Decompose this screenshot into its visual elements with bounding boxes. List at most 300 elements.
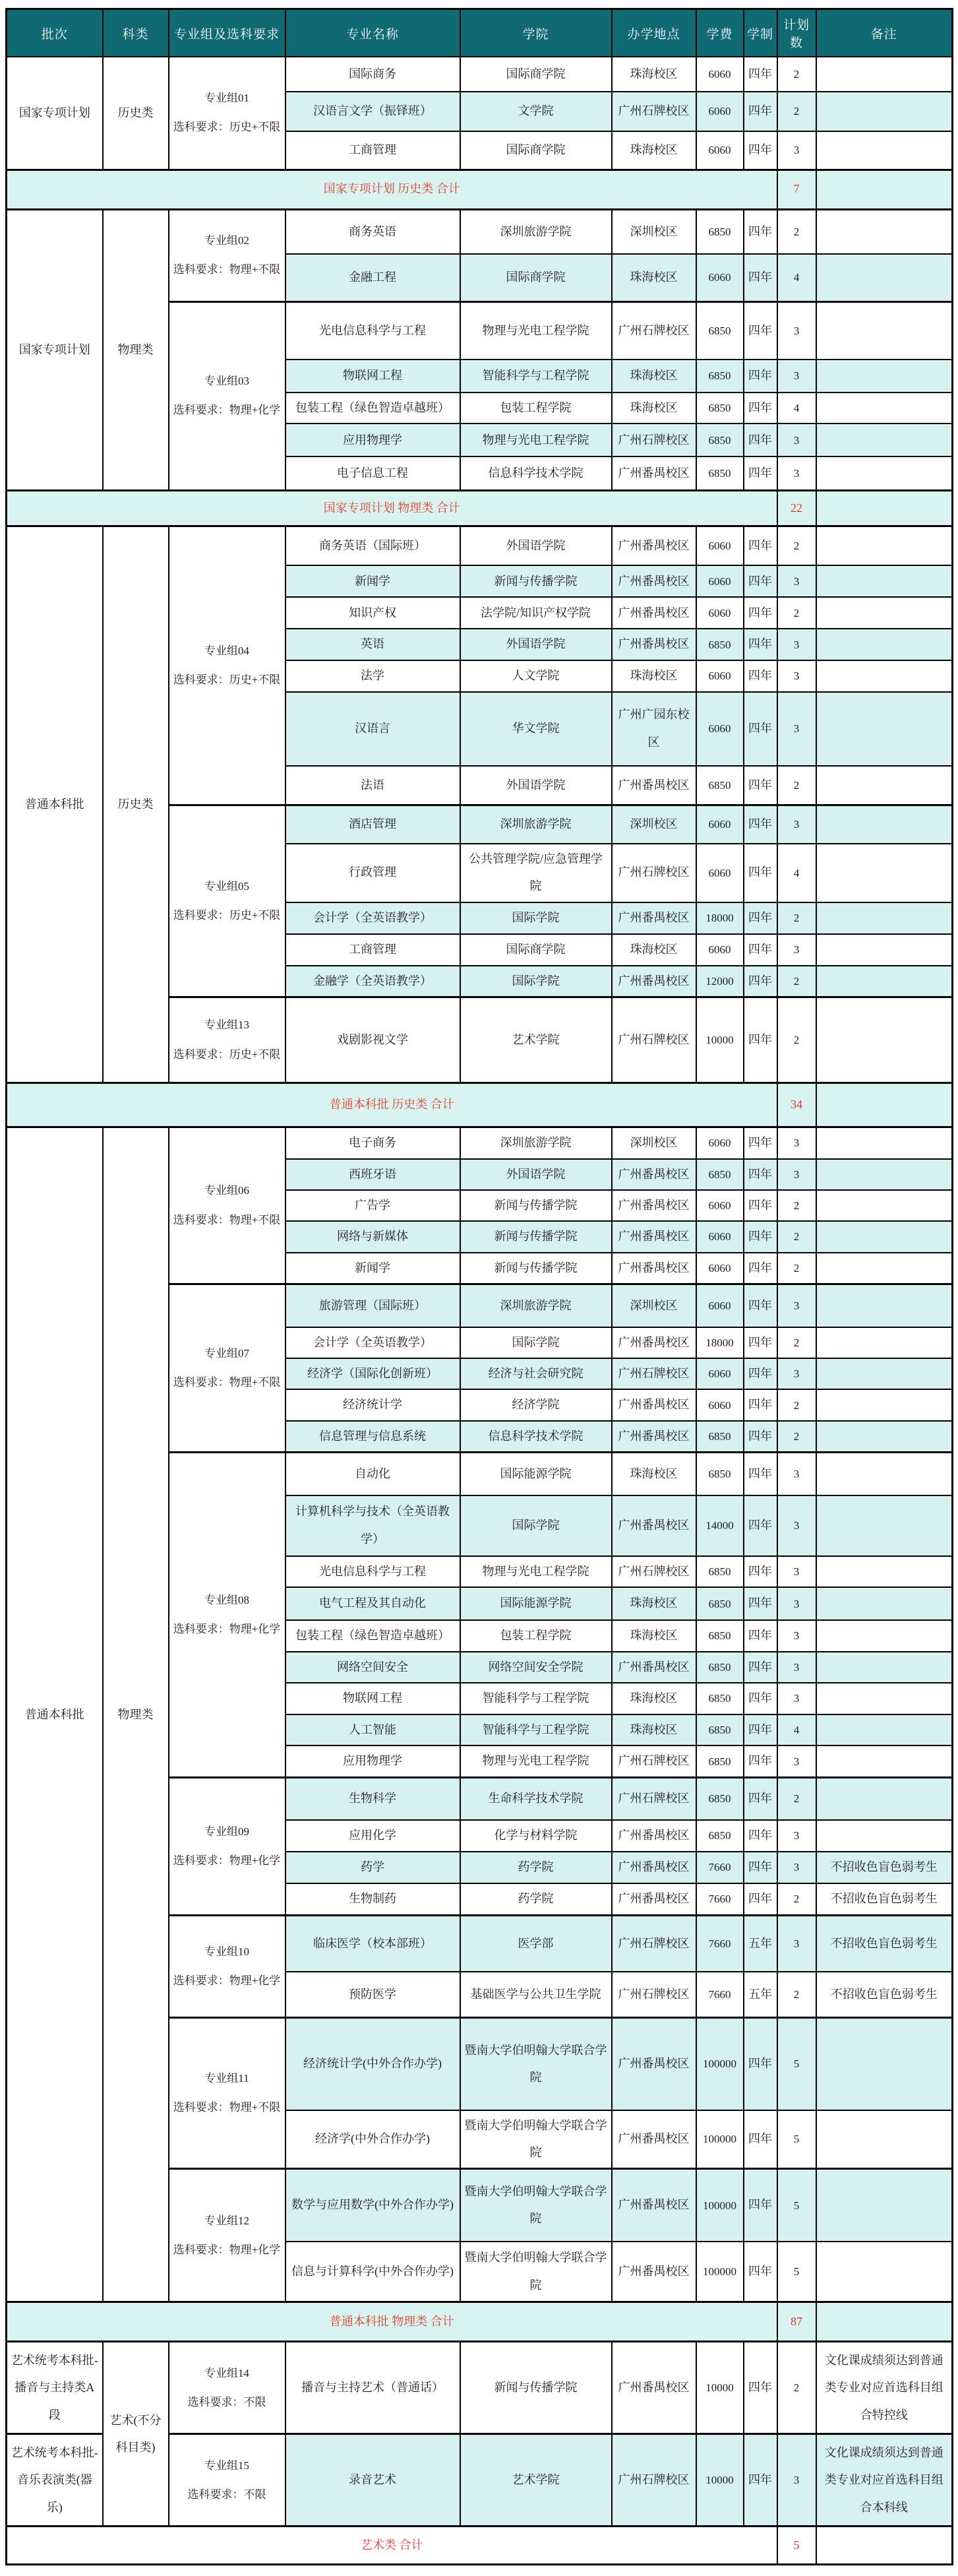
header-note: 备注 bbox=[816, 9, 953, 57]
cell-count: 2 bbox=[777, 1221, 816, 1252]
summary-total: 22 bbox=[777, 490, 816, 526]
cell-major: 应用物理学 bbox=[285, 424, 460, 456]
cell-campus: 深圳校区 bbox=[612, 209, 696, 254]
cell-duration: 四年 bbox=[744, 1820, 777, 1851]
cell-campus: 广州番禺校区 bbox=[612, 2110, 696, 2169]
cell-note: 不招收色盲色弱考生 bbox=[816, 1916, 953, 1972]
cell-batch: 国家专项计划 bbox=[7, 57, 103, 170]
cell-tuition: 6850 bbox=[696, 1714, 744, 1745]
cell-tuition: 6850 bbox=[696, 1777, 744, 1820]
cell-tuition: 6060 bbox=[696, 1389, 744, 1420]
summary-total: 5 bbox=[777, 2527, 816, 2565]
summary-row bbox=[7, 2302, 953, 2342]
cell-college: 新闻与传播学院 bbox=[460, 1253, 612, 1284]
cell-group-requirement bbox=[169, 209, 285, 301]
cell-duration: 四年 bbox=[744, 902, 777, 934]
summary-row bbox=[7, 170, 953, 209]
cell-campus: 广州番禺校区 bbox=[612, 2018, 696, 2110]
cell-major: 光电信息科学与工程 bbox=[285, 1556, 460, 1587]
cell-count: 3 bbox=[777, 456, 816, 490]
cell-college: 网络空间安全学院 bbox=[460, 1652, 612, 1683]
header-row bbox=[7, 9, 953, 57]
group-subject-requirement: 选科要求：物理+化学 bbox=[173, 1854, 281, 1867]
cell-campus: 珠海校区 bbox=[612, 254, 696, 301]
cell-major: 录音艺术 bbox=[285, 2434, 460, 2527]
cell-count: 2 bbox=[777, 997, 816, 1083]
cell-duration: 四年 bbox=[744, 1389, 777, 1420]
cell-duration: 四年 bbox=[744, 2342, 777, 2434]
cell-tuition: 6060 bbox=[696, 692, 744, 766]
cell-college: 国际商学院 bbox=[460, 57, 612, 92]
cell-major: 商务英语（国际班） bbox=[285, 526, 460, 565]
cell-note bbox=[816, 2169, 953, 2242]
cell-major: 计算机科学与技术（全英语教学） bbox=[285, 1495, 460, 1556]
summary-label: 艺术类 合计 bbox=[7, 2527, 777, 2565]
cell-college: 人文学院 bbox=[460, 660, 612, 692]
cell-college: 药学院 bbox=[460, 1852, 612, 1883]
cell-tuition: 6060 bbox=[696, 526, 744, 565]
cell-tuition: 6060 bbox=[696, 934, 744, 966]
cell-tuition: 100000 bbox=[696, 2018, 744, 2110]
cell-tuition: 6850 bbox=[696, 360, 744, 393]
cell-tuition: 6850 bbox=[696, 1652, 744, 1683]
cell-note bbox=[816, 1127, 953, 1159]
cell-college: 新闻与传播学院 bbox=[460, 1221, 612, 1252]
cell-campus: 珠海校区 bbox=[612, 57, 696, 92]
cell-note bbox=[816, 57, 953, 92]
cell-note bbox=[816, 209, 953, 254]
cell-campus: 广州广园东校区 bbox=[612, 692, 696, 766]
cell-college: 基础医学与公共卫生学院 bbox=[460, 1972, 612, 2018]
cell-tuition: 6060 bbox=[696, 565, 744, 597]
cell-tuition: 6850 bbox=[696, 1453, 744, 1495]
cell-college: 深圳旅游学院 bbox=[460, 1127, 612, 1159]
summary-label: 国家专项计划 物理类 合计 bbox=[7, 490, 777, 526]
cell-college: 国际学院 bbox=[460, 1495, 612, 1556]
cell-duration: 四年 bbox=[744, 424, 777, 456]
cell-campus: 珠海校区 bbox=[612, 1714, 696, 1745]
cell-campus: 广州石牌校区 bbox=[612, 2434, 696, 2527]
header-duration: 学制 bbox=[744, 9, 777, 57]
cell-count: 2 bbox=[777, 966, 816, 997]
cell-campus: 珠海校区 bbox=[612, 1587, 696, 1620]
cell-campus: 珠海校区 bbox=[612, 393, 696, 424]
cell-note bbox=[816, 1284, 953, 1327]
cell-count: 2 bbox=[777, 526, 816, 565]
cell-college: 艺术学院 bbox=[460, 2434, 612, 2527]
cell-campus: 广州番禺校区 bbox=[612, 597, 696, 629]
cell-count: 2 bbox=[777, 92, 816, 131]
cell-duration: 四年 bbox=[744, 1421, 777, 1453]
group-subject-requirement: 选科要求：不限 bbox=[187, 2488, 266, 2501]
cell-duration: 四年 bbox=[744, 1358, 777, 1389]
cell-college: 国际商学院 bbox=[460, 934, 612, 966]
cell-major: 金融学（全英语教学） bbox=[285, 966, 460, 997]
cell-major: 应用物理学 bbox=[285, 1745, 460, 1777]
cell-duration: 四年 bbox=[744, 360, 777, 393]
cell-note bbox=[816, 660, 953, 692]
cell-count: 2 bbox=[777, 902, 816, 934]
cell-note bbox=[816, 1327, 953, 1358]
cell-campus: 深圳校区 bbox=[612, 805, 696, 844]
cell-note: 不招收色盲色弱考生 bbox=[816, 1972, 953, 2018]
summary-label: 普通本科批 历史类 合计 bbox=[7, 1083, 777, 1127]
cell-major: 国际商务 bbox=[285, 57, 460, 92]
cell-campus: 广州石牌校区 bbox=[612, 1777, 696, 1820]
cell-count: 2 bbox=[777, 597, 816, 629]
cell-count: 3 bbox=[777, 360, 816, 393]
cell-group-requirement bbox=[169, 1284, 285, 1453]
cell-campus: 广州番禺校区 bbox=[612, 1820, 696, 1851]
cell-major: 汉语言 bbox=[285, 692, 460, 766]
cell-college: 艺术学院 bbox=[460, 997, 612, 1083]
cell-campus: 广州番禺校区 bbox=[612, 2242, 696, 2302]
group-name: 专业组05 bbox=[204, 879, 249, 893]
cell-tuition: 6060 bbox=[696, 131, 744, 170]
cell-campus: 珠海校区 bbox=[612, 1620, 696, 1651]
cell-note bbox=[816, 1777, 953, 1820]
cell-duration: 四年 bbox=[744, 2434, 777, 2527]
summary-total: 87 bbox=[777, 2302, 816, 2342]
summary-note-cell bbox=[816, 2527, 953, 2565]
cell-major: 药学 bbox=[285, 1852, 460, 1883]
cell-duration: 四年 bbox=[744, 1852, 777, 1883]
group-subject-requirement: 选科要求：历史+不限 bbox=[173, 674, 281, 687]
cell-major: 汉语言文学（振铎班） bbox=[285, 92, 460, 131]
cell-count: 2 bbox=[777, 1972, 816, 2018]
cell-count: 3 bbox=[777, 1495, 816, 1556]
group-name: 专业组02 bbox=[204, 234, 249, 247]
group-subject-requirement: 选科要求：不限 bbox=[187, 2395, 266, 2408]
cell-duration: 四年 bbox=[744, 1652, 777, 1683]
group-subject-requirement: 选科要求：物理+不限 bbox=[173, 2101, 281, 2114]
cell-duration: 四年 bbox=[744, 2242, 777, 2302]
cell-tuition: 6850 bbox=[696, 1820, 744, 1851]
cell-note bbox=[816, 1620, 953, 1651]
cell-note bbox=[816, 1221, 953, 1252]
cell-major: 网络与新媒体 bbox=[285, 1221, 460, 1252]
cell-major: 新闻学 bbox=[285, 565, 460, 597]
cell-note bbox=[816, 966, 953, 997]
cell-count: 2 bbox=[777, 1253, 816, 1284]
cell-duration: 四年 bbox=[744, 209, 777, 254]
cell-campus: 珠海校区 bbox=[612, 660, 696, 692]
cell-major: 金融工程 bbox=[285, 254, 460, 301]
cell-campus: 广州番禺校区 bbox=[612, 2169, 696, 2242]
cell-count: 3 bbox=[777, 1745, 816, 1777]
cell-college: 新闻与传播学院 bbox=[460, 565, 612, 597]
group-subject-requirement: 选科要求：历史+不限 bbox=[173, 1048, 281, 1061]
cell-duration: 四年 bbox=[744, 1495, 777, 1556]
cell-college: 信息科学技术学院 bbox=[460, 1421, 612, 1453]
cell-duration: 四年 bbox=[744, 456, 777, 490]
summary-total: 34 bbox=[777, 1083, 816, 1127]
cell-note bbox=[816, 1453, 953, 1495]
cell-major: 光电信息科学与工程 bbox=[285, 301, 460, 360]
cell-count: 3 bbox=[777, 1358, 816, 1389]
cell-major: 应用化学 bbox=[285, 1820, 460, 1851]
cell-duration: 四年 bbox=[744, 92, 777, 131]
cell-major: 物联网工程 bbox=[285, 360, 460, 393]
cell-group-requirement bbox=[169, 2018, 285, 2169]
cell-count: 3 bbox=[777, 1820, 816, 1851]
summary-note-cell bbox=[816, 490, 953, 526]
cell-note bbox=[816, 565, 953, 597]
cell-duration: 四年 bbox=[744, 254, 777, 301]
group-name: 专业组12 bbox=[204, 2214, 249, 2227]
cell-campus: 广州石牌校区 bbox=[612, 1916, 696, 1972]
cell-tuition: 6060 bbox=[696, 660, 744, 692]
cell-major: 商务英语 bbox=[285, 209, 460, 254]
cell-count: 4 bbox=[777, 1714, 816, 1745]
cell-campus: 珠海校区 bbox=[612, 1453, 696, 1495]
cell-tuition: 10000 bbox=[696, 2434, 744, 2527]
cell-count: 3 bbox=[777, 1852, 816, 1883]
cell-college: 华文学院 bbox=[460, 692, 612, 766]
cell-tuition: 6060 bbox=[696, 92, 744, 131]
cell-major: 工商管理 bbox=[285, 934, 460, 966]
cell-major: 法语 bbox=[285, 766, 460, 805]
cell-college: 国际能源学院 bbox=[460, 1453, 612, 1495]
cell-note bbox=[816, 902, 953, 934]
cell-group-requirement bbox=[169, 1777, 285, 1915]
cell-note bbox=[816, 1495, 953, 1556]
cell-count: 2 bbox=[777, 1777, 816, 1820]
cell-note bbox=[816, 1421, 953, 1453]
cell-college: 包装工程学院 bbox=[460, 1620, 612, 1651]
cell-campus: 广州番禺校区 bbox=[612, 1883, 696, 1916]
cell-campus: 珠海校区 bbox=[612, 934, 696, 966]
cell-campus: 广州番禺校区 bbox=[612, 1190, 696, 1221]
cell-note bbox=[816, 254, 953, 301]
cell-duration: 四年 bbox=[744, 692, 777, 766]
cell-campus: 珠海校区 bbox=[612, 360, 696, 393]
cell-note bbox=[816, 1358, 953, 1389]
summary-note-cell bbox=[816, 170, 953, 209]
cell-college: 生命科学技术学院 bbox=[460, 1777, 612, 1820]
cell-group-requirement bbox=[169, 2342, 285, 2434]
cell-tuition: 18000 bbox=[696, 1327, 744, 1358]
cell-tuition: 6060 bbox=[696, 805, 744, 844]
cell-campus: 广州番禺校区 bbox=[612, 565, 696, 597]
summary-note-cell bbox=[816, 2302, 953, 2342]
cell-note bbox=[816, 692, 953, 766]
cell-duration: 四年 bbox=[744, 2169, 777, 2242]
cell-major: 西班牙语 bbox=[285, 1159, 460, 1190]
group-subject-requirement: 选科要求：物理+化学 bbox=[173, 404, 281, 417]
cell-campus: 深圳校区 bbox=[612, 1127, 696, 1159]
cell-count: 3 bbox=[777, 1652, 816, 1683]
cell-tuition: 7660 bbox=[696, 1972, 744, 2018]
cell-college: 国际能源学院 bbox=[460, 1587, 612, 1620]
cell-note bbox=[816, 92, 953, 131]
cell-note bbox=[816, 1587, 953, 1620]
group-name: 专业组13 bbox=[204, 1019, 249, 1032]
cell-campus: 广州石牌校区 bbox=[612, 1972, 696, 2018]
cell-college: 物理与光电工程学院 bbox=[460, 1745, 612, 1777]
cell-college: 国际学院 bbox=[460, 966, 612, 997]
cell-campus: 广州番禺校区 bbox=[612, 1495, 696, 1556]
cell-tuition: 6850 bbox=[696, 1587, 744, 1620]
cell-college: 暨南大学伯明翰大学联合学院 bbox=[460, 2018, 612, 2110]
cell-batch: 普通本科批 bbox=[7, 1127, 103, 2302]
cell-duration: 四年 bbox=[744, 2110, 777, 2169]
cell-campus: 广州石牌校区 bbox=[612, 1556, 696, 1587]
cell-college: 公共管理学院/应急管理学院 bbox=[460, 844, 612, 902]
cell-tuition: 100000 bbox=[696, 2169, 744, 2242]
cell-college: 暨南大学伯明翰大学联合学院 bbox=[460, 2169, 612, 2242]
cell-duration: 四年 bbox=[744, 844, 777, 902]
cell-major: 信息管理与信息系统 bbox=[285, 1421, 460, 1453]
cell-college: 国际学院 bbox=[460, 1327, 612, 1358]
cell-count: 2 bbox=[777, 1421, 816, 1453]
cell-note bbox=[816, 1745, 953, 1777]
cell-count: 4 bbox=[777, 393, 816, 424]
cell-count: 3 bbox=[777, 934, 816, 966]
cell-tuition: 6850 bbox=[696, 1421, 744, 1453]
cell-tuition: 100000 bbox=[696, 2242, 744, 2302]
group-subject-requirement: 选科要求：历史+不限 bbox=[173, 909, 281, 922]
cell-group-requirement bbox=[169, 997, 285, 1083]
cell-duration: 四年 bbox=[744, 629, 777, 660]
cell-duration: 四年 bbox=[744, 1587, 777, 1620]
cell-campus: 广州石牌校区 bbox=[612, 424, 696, 456]
cell-count: 5 bbox=[777, 2018, 816, 2110]
cell-count: 3 bbox=[777, 301, 816, 360]
cell-tuition: 7660 bbox=[696, 1852, 744, 1883]
admission-plan-table bbox=[5, 8, 953, 2565]
cell-college: 经济与社会研究院 bbox=[460, 1358, 612, 1389]
cell-duration: 四年 bbox=[744, 966, 777, 997]
cell-college: 深圳旅游学院 bbox=[460, 209, 612, 254]
cell-note: 不招收色盲色弱考生 bbox=[816, 1852, 953, 1883]
cell-duration: 四年 bbox=[744, 1327, 777, 1358]
cell-campus: 珠海校区 bbox=[612, 131, 696, 170]
cell-batch: 艺术统考本科批-播音与主持类A段 bbox=[7, 2342, 103, 2434]
table-row bbox=[7, 209, 953, 254]
cell-category: 历史类 bbox=[103, 57, 169, 170]
cell-major: 包装工程（绿色智造卓越班） bbox=[285, 393, 460, 424]
cell-count: 3 bbox=[777, 660, 816, 692]
cell-tuition: 6060 bbox=[696, 1253, 744, 1284]
cell-tuition: 18000 bbox=[696, 902, 744, 934]
cell-batch: 普通本科批 bbox=[7, 526, 103, 1083]
cell-major: 数学与应用数学(中外合作办学) bbox=[285, 2169, 460, 2242]
cell-major: 旅游管理（国际班） bbox=[285, 1284, 460, 1327]
cell-tuition: 6060 bbox=[696, 1127, 744, 1159]
cell-tuition: 6060 bbox=[696, 844, 744, 902]
cell-duration: 四年 bbox=[744, 1745, 777, 1777]
cell-batch: 艺术统考本科批-音乐表演类(器乐) bbox=[7, 2434, 103, 2527]
cell-count: 3 bbox=[777, 131, 816, 170]
cell-duration: 四年 bbox=[744, 565, 777, 597]
cell-group-requirement bbox=[169, 2169, 285, 2302]
cell-college: 暨南大学伯明翰大学联合学院 bbox=[460, 2242, 612, 2302]
cell-duration: 四年 bbox=[744, 2018, 777, 2110]
cell-tuition: 7660 bbox=[696, 1883, 744, 1916]
cell-duration: 四年 bbox=[744, 934, 777, 966]
group-name: 专业组14 bbox=[204, 2366, 249, 2379]
cell-major: 预防医学 bbox=[285, 1972, 460, 2018]
cell-tuition: 14000 bbox=[696, 1495, 744, 1556]
cell-college: 外国语学院 bbox=[460, 629, 612, 660]
cell-count: 2 bbox=[777, 1327, 816, 1358]
cell-count: 3 bbox=[777, 1620, 816, 1651]
cell-tuition: 6850 bbox=[696, 1745, 744, 1777]
cell-duration: 四年 bbox=[744, 131, 777, 170]
cell-note bbox=[816, 360, 953, 393]
cell-campus: 广州番禺校区 bbox=[612, 1327, 696, 1358]
cell-note bbox=[816, 1253, 953, 1284]
cell-college: 暨南大学伯明翰大学联合学院 bbox=[460, 2110, 612, 2169]
cell-campus: 深圳校区 bbox=[612, 1284, 696, 1327]
cell-note bbox=[816, 766, 953, 805]
cell-tuition: 6060 bbox=[696, 1358, 744, 1389]
group-subject-requirement: 选科要求：物理+不限 bbox=[173, 1376, 281, 1389]
cell-college: 物理与光电工程学院 bbox=[460, 301, 612, 360]
header-college: 学院 bbox=[460, 9, 612, 57]
group-subject-requirement: 选科要求：物理+不限 bbox=[173, 1213, 281, 1226]
group-name: 专业组03 bbox=[204, 375, 249, 387]
group-name: 专业组15 bbox=[204, 2459, 249, 2472]
cell-count: 3 bbox=[777, 1453, 816, 1495]
cell-major: 电子信息工程 bbox=[285, 456, 460, 490]
cell-college: 外国语学院 bbox=[460, 1159, 612, 1190]
cell-campus: 广州番禺校区 bbox=[612, 2342, 696, 2434]
cell-duration: 四年 bbox=[744, 805, 777, 844]
cell-count: 2 bbox=[777, 57, 816, 92]
cell-duration: 四年 bbox=[744, 1683, 777, 1714]
cell-duration: 四年 bbox=[744, 1221, 777, 1252]
cell-note bbox=[816, 393, 953, 424]
cell-campus: 广州石牌校区 bbox=[612, 997, 696, 1083]
cell-major: 知识产权 bbox=[285, 597, 460, 629]
cell-note bbox=[816, 934, 953, 966]
cell-duration: 四年 bbox=[744, 526, 777, 565]
cell-tuition: 10000 bbox=[696, 2342, 744, 2434]
cell-duration: 四年 bbox=[744, 660, 777, 692]
group-name: 专业组11 bbox=[204, 2072, 249, 2085]
cell-tuition: 12000 bbox=[696, 966, 744, 997]
cell-note bbox=[816, 1190, 953, 1221]
cell-tuition: 6850 bbox=[696, 393, 744, 424]
cell-major: 信息与计算科学(中外合作办学) bbox=[285, 2242, 460, 2302]
cell-note: 不招收色盲色弱考生 bbox=[816, 1883, 953, 1916]
cell-major: 会计学（全英语教学） bbox=[285, 1327, 460, 1358]
cell-count: 4 bbox=[777, 844, 816, 902]
cell-note bbox=[816, 456, 953, 490]
table-row bbox=[7, 526, 953, 565]
cell-campus: 广州番禺校区 bbox=[612, 766, 696, 805]
cell-count: 3 bbox=[777, 692, 816, 766]
cell-count: 5 bbox=[777, 2169, 816, 2242]
cell-duration: 四年 bbox=[744, 766, 777, 805]
cell-tuition: 6060 bbox=[696, 1221, 744, 1252]
cell-major: 经济统计学 bbox=[285, 1389, 460, 1420]
cell-count: 3 bbox=[777, 629, 816, 660]
group-subject-requirement: 选科要求：历史+不限 bbox=[173, 121, 281, 134]
cell-note bbox=[816, 2110, 953, 2169]
cell-count: 3 bbox=[777, 1159, 816, 1190]
header-category: 科类 bbox=[103, 9, 169, 57]
cell-note bbox=[816, 844, 953, 902]
cell-category: 物理类 bbox=[103, 209, 169, 490]
cell-campus: 广州番禺校区 bbox=[612, 1253, 696, 1284]
group-name: 专业组08 bbox=[204, 1593, 249, 1606]
cell-campus: 广州石牌校区 bbox=[612, 844, 696, 902]
cell-major: 英语 bbox=[285, 629, 460, 660]
cell-category: 物理类 bbox=[103, 1127, 169, 2302]
